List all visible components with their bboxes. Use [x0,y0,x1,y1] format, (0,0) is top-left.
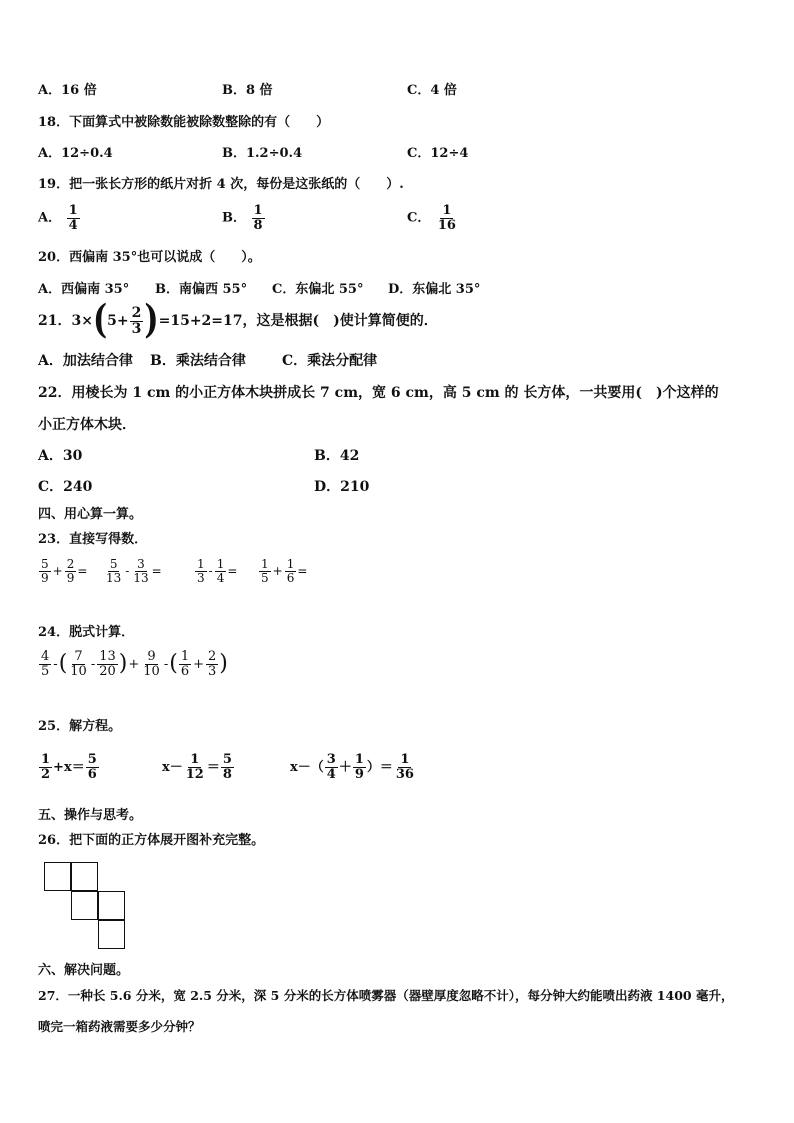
q21-inner: 5+ [107,313,129,330]
q22-line2: 小正方体木块． [38,417,136,433]
q21-right-paren: ) [144,297,159,344]
q22-option-b: B．42 [314,448,360,464]
q23-stem: 23．直接写得数． [38,532,148,547]
q22-option-c: C．240 [38,479,93,495]
q21-option-a: A．加法结合律 [38,353,133,369]
cube-net-figure [44,862,130,954]
q25-equation-1: $\frac{1}{2}$ +x＝ $\frac{5}{6}$ [41,752,97,782]
q19-stem: 19．把一张长方形的纸片对折 4 次，每份是这张纸的（ ）. [38,177,404,192]
q23-expr-4: $\frac{1}{5}$ + $\frac{1}{6}$ = [261,557,308,585]
q19-option-a [38,204,81,232]
q25-equation-2: x－ $\frac{1}{12}$ ＝ $\frac{5}{8}$ [162,752,232,782]
q27-line1: 27．一种长 5.6 分米，宽 2.5 分米，深 5 分米的长方体喷雾器（器壁厚度忽略不计），每分钟大约能喷出药液 1400 毫升， [38,988,734,1003]
section-6-heading: 六、解决问题。 [38,963,130,978]
q19-option-b-label: B． [222,210,246,226]
q20-stem: 20．西偏南 35°也可以说成（ ）。 [38,250,261,265]
q20-option-b: B．南偏西 55° [155,282,248,297]
net-square [98,891,125,920]
q19-option-c-label: C． [407,210,431,226]
q24-expression: $\frac{4}{5}$ - ( $\frac{7}{10}$ - $\frac{13}{20}$ ) + $\frac{9}{10}$ - ( $\frac{1}{6}$ + $\frac{2}{3}$ ) [41,649,228,679]
q24-stem: 24．脱式计算． [38,625,135,640]
q21-suffix: =15+2=17，这是根据( )使计算简便的． [158,313,438,330]
q18-stem: 18．下面算式中被除数能被除数整除的有（ ） [38,115,330,130]
section-5-heading: 五、操作与思考。 [38,808,143,823]
q22-option-a: A．30 [38,448,83,464]
q19-option-c-fraction: $\frac{1}{16}$ [437,203,456,233]
q19-option-a-label: A． [38,210,62,226]
q20-option-c: C．东偏北 55° [272,282,364,297]
q20-option-d: D．东偏北 35° [388,282,481,297]
q27-line2: 喷完一箱药液需要多少分钟？ [38,1019,201,1034]
q21-option-b: B．乘法结合律 [150,353,246,369]
q21-option-c: C．乘法分配律 [282,353,378,369]
q17-option-c: C．4 倍 [407,83,457,98]
q26-stem: 26．把下面的正方体展开图补充完整。 [38,833,265,848]
q18-option-b: B．1.2÷0.4 [222,146,303,161]
q20-option-a: A．西偏南 35° [38,282,130,297]
q22-line1: 22．用棱长为 1 cm 的小正方体木块拼成长 7 cm，宽 6 cm，高 5 cm 的 长方体，一共要用( )个这样的 [38,385,719,401]
q19-option-b [222,204,266,232]
q17-option-b: B．8 倍 [222,83,273,98]
q21-prefix: 21．3× [38,313,93,330]
q23-expr-2: $\frac{5}{13}$ - $\frac{3}{13}$ = [106,557,162,585]
q19-option-c [407,204,459,232]
q23-expr-3: $\frac{1}{3}$ - $\frac{1}{4}$ = [197,557,238,585]
q21-stem [38,297,438,344]
q21-fraction: $\frac{2}{3}$ [131,305,142,337]
q17-option-a: A．16 倍 [38,83,97,98]
q19-option-b-fraction: $\frac{1}{8}$ [253,203,263,233]
q18-option-a: A．12÷0.4 [38,146,113,161]
q19-option-a-fraction: $\frac{1}{4}$ [68,203,78,233]
net-square [71,891,98,920]
q18-option-c: C．12÷4 [407,146,469,161]
q25-equation-3: x－（ $\frac{3}{4}$ ＋ $\frac{1}{9}$ ）＝ $\frac{1}{36}$ [290,752,414,782]
q21-left-paren: ( [92,297,108,344]
q22-option-d: D．210 [314,479,370,495]
q23-expr-1: $\frac{5}{9}$ + $\frac{2}{9}$ = [41,557,88,585]
q25-stem: 25．解方程。 [38,719,122,734]
section-4-heading: 四、用心算一算。 [38,507,143,522]
net-square [44,862,71,891]
net-square [71,862,98,891]
net-square [98,920,125,949]
